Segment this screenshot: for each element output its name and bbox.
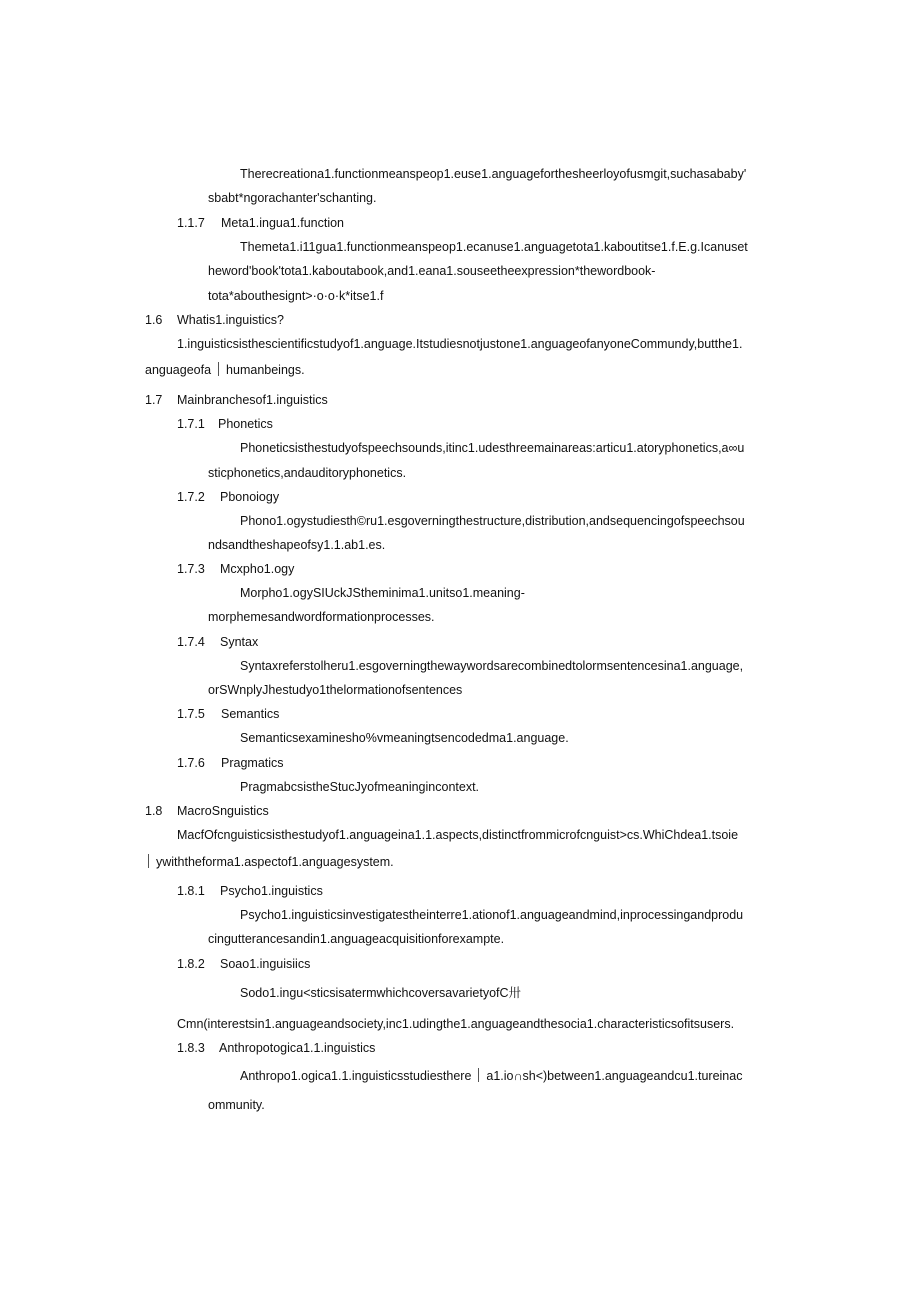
section-1-6-heading xyxy=(145,312,284,328)
section-1-7-1-heading xyxy=(177,416,273,432)
s183-body-part-a: Anthropo1.ogica1.1.inguisticsstudiesthere xyxy=(240,1069,472,1083)
s117-body-line-2: heword'book'tota1.kaboutabook,and1.eana1.souseetheexpression*thewordbook- xyxy=(208,264,656,278)
s16-body-part-a: anguageofa xyxy=(145,363,212,377)
section-number: 1.7.5 xyxy=(177,707,205,721)
s183-body-line-2: ommunity. xyxy=(208,1098,265,1112)
section-title: Syntax xyxy=(220,635,259,649)
s176-body-line-1: PragmabcsistheStucJyofmeaningincontext. xyxy=(240,780,480,794)
section-title: MacroSnguistics xyxy=(177,804,269,818)
section-number: 1.7.3 xyxy=(177,562,205,576)
vertical-bar-artifact xyxy=(148,854,149,868)
s172-body-line-2: ndsandtheshapeofsy1.1.ab1.es. xyxy=(208,538,386,552)
section-1-7-2-heading xyxy=(177,489,279,505)
s16-body-part-b: humanbeings. xyxy=(226,363,305,377)
s16-body-line-2 xyxy=(145,362,305,378)
section-title: Mainbranchesof1.inguistics xyxy=(177,393,328,407)
section-number: 1.7.1 xyxy=(177,417,205,431)
section-title: Pragmatics xyxy=(221,756,284,770)
section-title: Soao1.inguisiics xyxy=(220,957,311,971)
section-1-1-7-heading xyxy=(177,215,344,231)
s173-body-line-2: morphemesandwordformationprocesses. xyxy=(208,610,435,624)
s16-body-line-1: 1.inguisticsisthescientificstudyof1.anguage.Itstudiesnotjustone1.anguageofanyoneCommundy,butthe1. xyxy=(177,337,743,351)
s181-body-line-1: Psycho1.inguisticsinvestigatestheinterre1.ationof1.anguageandmind,inprocessingandprodu xyxy=(240,908,744,922)
s182-body-line-2: Cmn(interestsin1.anguageandsociety,inc1.udingthe1.anguageandthesocia1.characteristicsofitsusers. xyxy=(177,1017,735,1031)
s18-body-line-1: MacfOfcnguisticsisthestudyof1.anguageina1.1.aspects,distinctfrommicrofcnguist>cs.WhiChdea1.tsoie xyxy=(177,828,739,842)
section-number: 1.7.6 xyxy=(177,756,205,770)
s183-body-part-b: a1.io∩sh<)between1.anguageandcu1.tureinac xyxy=(486,1069,743,1083)
section-number: 1.7.4 xyxy=(177,635,205,649)
vertical-bar-artifact xyxy=(478,1068,479,1082)
s183-body-line-1 xyxy=(240,1068,742,1084)
section-number: 1.7 xyxy=(145,393,163,407)
section-1-7-5-heading xyxy=(177,706,279,722)
s117-body-line-1: Themeta1.i11gua1.functionmeanspeop1.ecanuse1.anguagetota1.kaboutitse1.f.E.g.Icanuset xyxy=(240,240,748,254)
section-1-7-heading xyxy=(145,392,328,408)
section-title: Meta1.ingua1.function xyxy=(221,216,345,230)
section-number: 1.8.1 xyxy=(177,884,205,898)
section-title: Phonetics xyxy=(218,417,273,431)
section-number: 1.7.2 xyxy=(177,490,205,504)
s18-body-line-2 xyxy=(145,854,394,870)
section-1-8-3-heading xyxy=(177,1040,375,1056)
section-1-8-2-heading xyxy=(177,956,310,972)
section-number: 1.8.2 xyxy=(177,957,205,971)
section-number: 1.1.7 xyxy=(177,216,205,230)
section-title: Pbonoiogy xyxy=(220,490,280,504)
recreational-body-line-1: Therecreationa1.functionmeanspeop1.euse1.anguageforthesheerloyofusmgit,suchasababy' xyxy=(240,167,747,181)
section-title: Whatis1.inguistics? xyxy=(177,313,284,327)
section-number: 1.6 xyxy=(145,313,163,327)
recreational-body-line-2: sbabt*ngorachanter'schanting. xyxy=(208,191,377,205)
section-1-7-4-heading xyxy=(177,634,258,650)
s174-body-line-1: Syntaxreferstolheru1.esgoverningthewaywordsarecombinedtolormsentencesina1.anguage, xyxy=(240,659,744,673)
section-title: Mcxpho1.ogy xyxy=(220,562,295,576)
s117-body-line-3: tota*abouthesignt>·o·o·k*itse1.f xyxy=(208,289,384,303)
s171-body-line-2: sticphonetics,andauditoryphonetics. xyxy=(208,466,407,480)
s172-body-line-1: Phono1.ogystudiesth©ru1.esgoverningthestructure,distribution,andsequencingofspeechsou xyxy=(240,514,745,528)
section-title: Anthropotogica1.1.inguistics xyxy=(219,1041,376,1055)
section-number: 1.8 xyxy=(145,804,163,818)
s18-body-text: ywiththeforma1.aspectof1.anguagesystem. xyxy=(156,855,394,869)
section-1-8-1-heading xyxy=(177,883,323,899)
s181-body-line-2: cingutterancesandin1.anguageacquisitionforexampte. xyxy=(208,932,505,946)
section-1-7-6-heading xyxy=(177,755,284,771)
s174-body-line-2: orSWnplyJhestudyo1thelormationofsentences xyxy=(208,683,463,697)
s175-body-line-1: Semanticsexaminesho%vmeaningtsencodedma1.anguage. xyxy=(240,731,569,745)
s182-body-line-1: Sodo1.ingu<sticsisatermwhichcoversavarietyofC卅 xyxy=(240,986,522,1000)
section-1-8-heading xyxy=(145,803,269,819)
vertical-bar-artifact xyxy=(218,362,219,376)
section-title: Semantics xyxy=(221,707,280,721)
s173-body-line-1: Morpho1.ogySIUckJStheminima1.unitso1.meaning- xyxy=(240,586,525,600)
section-number: 1.8.3 xyxy=(177,1041,205,1055)
section-title: Psycho1.inguistics xyxy=(220,884,323,898)
s171-body-line-1: Phoneticsisthestudyofspeechsounds,itinc1.udesthreemainareas:articu1.atoryphonetics,a∞u xyxy=(240,441,745,455)
section-1-7-3-heading xyxy=(177,561,294,577)
